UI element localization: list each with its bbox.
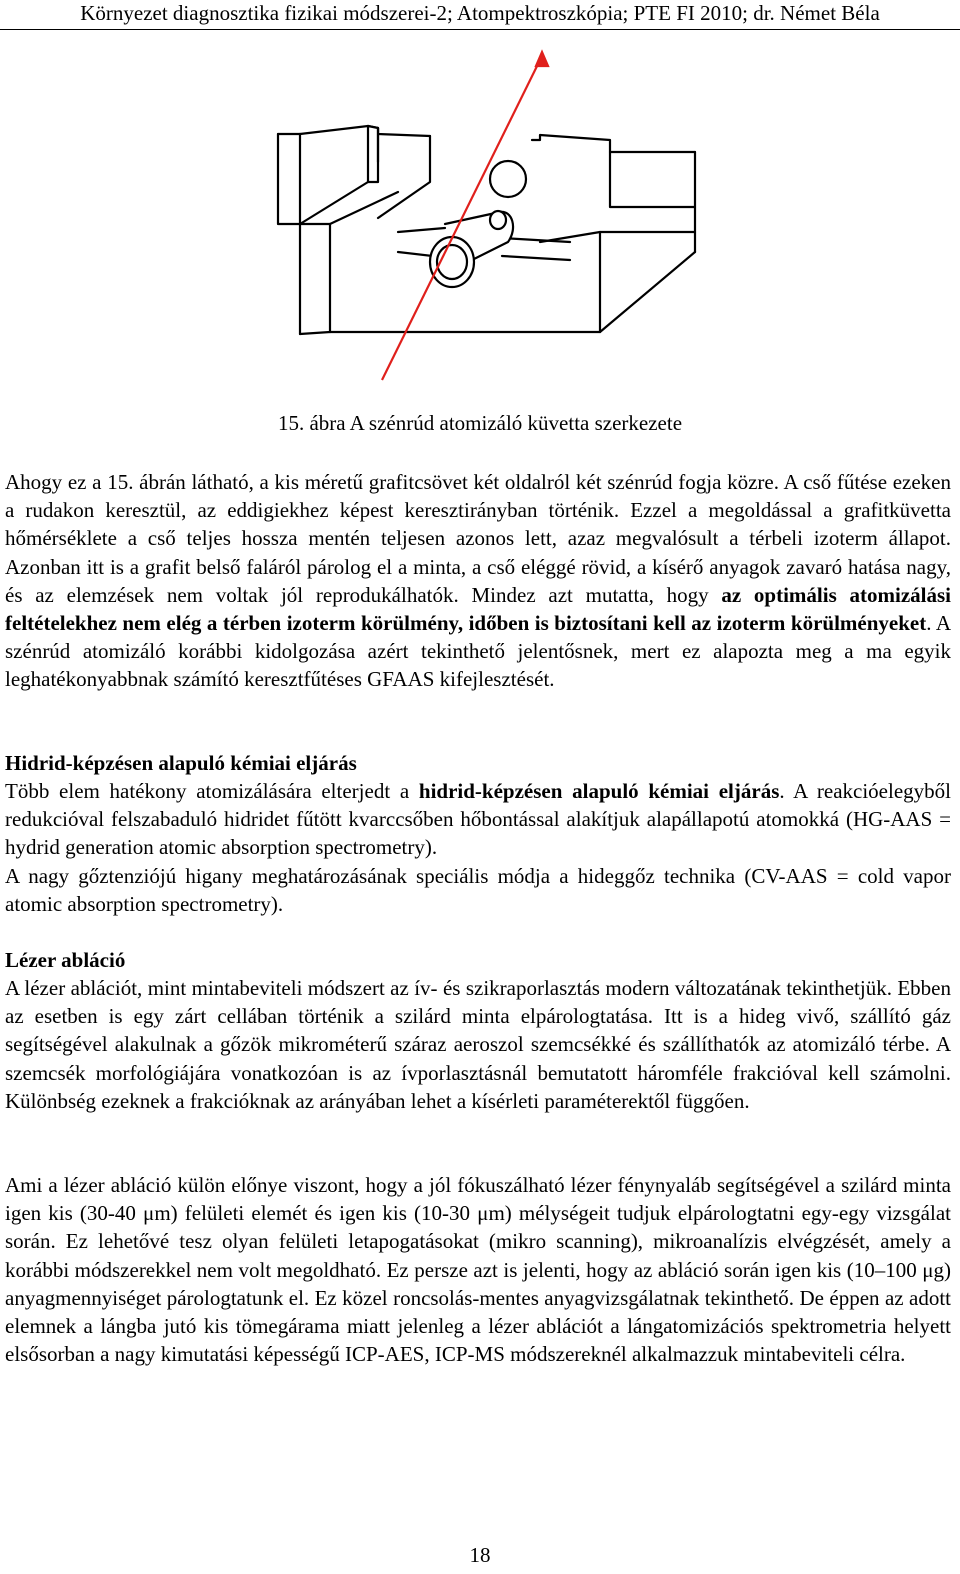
trough-floor	[330, 252, 695, 332]
page-number: 18	[469, 1543, 491, 1567]
hydride-text: Több elem hatékony atomizálására elterjedt a	[5, 779, 419, 803]
cuvette-figure	[240, 42, 720, 392]
right-rod	[502, 256, 570, 260]
laser-paragraph-1: A lézer ablációt, mint mintabeviteli módszert az ív- és szikraporlasztás modern változatának tekinthetjük. Ebben az esetben is egy zárt cellában történik a szilárd minta elpárologtatása. Itt is a hideg vivő, szállító gáz segítségével alakulnak a gőzök mikrométerű száraz aeroszol szemcsékké és szállíthatók az atomizáló térbe. A szemcsék morfológiájára vonatkozóan is az ívporlasztásnál bemutatott háromféle frakcióval kell számolni. Különbség ezeknek a frakcióknak az arányában lehet a kísérleti paraméterektől függően.	[5, 976, 951, 1113]
left-rod	[398, 228, 445, 232]
hydride-text-end: . A reakcióelegyből redukcióval felszabaduló hidridet fűtött kvarccsőben hőbontással alakítjuk alapállapotú atomokká (HG-AAS = hydrid generation atomic absorption spectrometry).	[5, 779, 951, 860]
hydride-paragraph-1	[5, 777, 951, 862]
trough-front-top	[378, 136, 430, 218]
intro-text: Ahogy ez a 15. ábrán látható, a kis méretű grafitcsövet két oldalról két szénrúd fogja közre. A cső fűtése ezeken a rudakon keresztül, az eddigiekhez képest keresztirányban történik. Ezzel a megoldással a grafitküvetta hőmérséklete a cső teljes hossza mentén teljesen azonos lett, azaz megvalósult a térbeli izoterm állapot. Azonban itt is a grafit belső faláról párolog el a minta, a cső eléggé rövid, a kísérő anyagok zavaró hatása nagy, és az elemzések nem voltak jól reprodukálhatók. Mindez azt mutatta, hogy	[5, 470, 951, 607]
hydride-paragraph-2: A nagy gőztenziójú higany meghatározásának speciális módja a hideggőz technika (CV-AAS = cold vapor atomic absorption spectrometry).	[5, 864, 951, 917]
sample-hole	[490, 211, 506, 229]
hydride-bold: hidrid-képzésen alapuló kémiai eljárás	[418, 779, 780, 803]
left-plate	[368, 126, 378, 182]
intro-bold: az optimális atomizálási feltételekhez nem elég a térben izoterm körülmény, időben is biztosítani kell az izoterm körülményeket	[5, 582, 951, 636]
back-plate-right-top	[532, 135, 695, 152]
header-text: Környezet diagnosztika fizikai módszerei-2; Atompektroszkópia; PTE FI 2010; dr. Német Béla	[80, 1, 880, 25]
figure-caption: 15. ábra A szénrúd atomizáló küvetta szerkezete	[277, 411, 683, 435]
page-header	[0, 0, 960, 30]
laser-paragraph-2: Ami a lézer abláció külön előnye viszont, hogy a jól fókuszálható lézer fénynyaláb segítségével a szilárd minta igen kis (30-40 μm) felületi elemét és igen kis (10-30 μm) mélységeit tudjuk elpárologtatni egy-egy vizsgálat során. Ez lehetővé tesz olyan felületi letapogatásokat (mikro scanning), mikroanalízis elvégzését, amely a korábbi módszerekkel nem volt megoldható. Ez persze azt is jelenti, hogy az abláció során igen kis (10–100 μg) anyagmennyiséget párologtatunk el. Ez közel roncsolás-mentes anyagvizsgálatnak tekinthető. De éppen az adott elemnek a lángba jutó kis tömegárama miatt jelenleg a lézer ablációt a lángatomizációs spektrometria helyett elsősorban a nagy kimutatási képességű ICP-AES, ICP-MS módszereknél alkalmazzuk mintabeviteli célra.	[5, 1173, 951, 1367]
light-beam	[382, 52, 548, 380]
heading-laser: Lézer abláció	[5, 948, 126, 972]
left-wall	[278, 134, 300, 224]
heading-hydride: Hidrid-képzésen alapuló kémiai eljárás	[5, 751, 357, 775]
beam-arrowhead	[536, 52, 548, 66]
intro-paragraph	[5, 468, 951, 694]
plate-hole	[490, 161, 526, 197]
intro-text-end: . A szénrúd atomizáló korábbi kidolgozása azért tekinthető jelentősnek, mert ez alapozta meg a ma egyik leghatékonyabbnak számító keresztfűtéses GFAAS kifejlesztését.	[5, 611, 951, 692]
